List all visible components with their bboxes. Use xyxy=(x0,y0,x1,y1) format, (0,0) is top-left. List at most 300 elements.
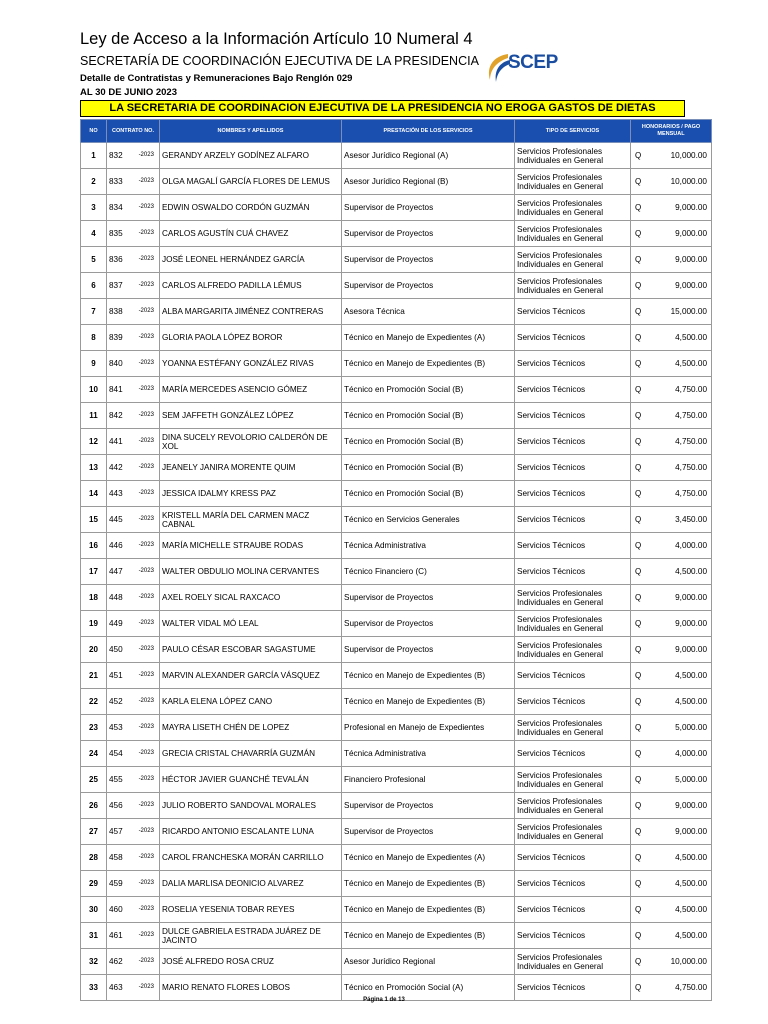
cell-year: -2023 xyxy=(134,403,160,429)
cell-tipo: Servicios Profesionales Individuales en General xyxy=(515,221,631,247)
cell-year: -2023 xyxy=(134,429,160,455)
cell-monto: 4,750.00 xyxy=(653,481,712,507)
cell-contrato: 841 xyxy=(107,377,134,403)
cell-nombre: HÉCTOR JAVIER GUANCHÉ TEVALÁN xyxy=(160,767,342,793)
cell-monto: 4,500.00 xyxy=(653,325,712,351)
contractors-table xyxy=(80,119,712,1001)
table-row xyxy=(81,169,712,195)
table-row xyxy=(81,741,712,767)
cell-no: 7 xyxy=(81,299,107,325)
cell-prestacion: Técnica Administrativa xyxy=(342,741,515,767)
cell-monto: 9,000.00 xyxy=(653,819,712,845)
cell-nombre: MARIO RENATO FLORES LOBOS xyxy=(160,975,342,1001)
cell-no: 8 xyxy=(81,325,107,351)
cell-nombre: EDWIN OSWALDO CORDÓN GUZMÁN xyxy=(160,195,342,221)
cell-nombre: GRECIA CRISTAL CHAVARRÍA GUZMÁN xyxy=(160,741,342,767)
cell-tipo: Servicios Técnicos xyxy=(515,299,631,325)
cell-contrato: 448 xyxy=(107,585,134,611)
cell-nombre: ROSELIA YESENIA TOBAR REYES xyxy=(160,897,342,923)
cell-q: Q xyxy=(631,663,653,689)
cell-nombre: GERANDY ARZELY GODÍNEZ ALFARO xyxy=(160,143,342,169)
cell-contrato: 443 xyxy=(107,481,134,507)
cell-monto: 3,450.00 xyxy=(653,507,712,533)
table-row xyxy=(81,273,712,299)
cell-year: -2023 xyxy=(134,871,160,897)
cell-q: Q xyxy=(631,325,653,351)
cell-nombre: ALBA MARGARITA JIMÉNEZ CONTRERAS xyxy=(160,299,342,325)
cell-tipo: Servicios Técnicos xyxy=(515,897,631,923)
cell-no: 27 xyxy=(81,819,107,845)
cell-prestacion: Técnico Financiero (C) xyxy=(342,559,515,585)
cell-monto: 9,000.00 xyxy=(653,793,712,819)
table-row xyxy=(81,715,712,741)
cell-monto: 5,000.00 xyxy=(653,715,712,741)
cell-q: Q xyxy=(631,247,653,273)
cell-tipo: Servicios Técnicos xyxy=(515,507,631,533)
cell-no: 20 xyxy=(81,637,107,663)
cell-prestacion: Técnico en Promoción Social (B) xyxy=(342,377,515,403)
cell-q: Q xyxy=(631,689,653,715)
cell-q: Q xyxy=(631,351,653,377)
cell-q: Q xyxy=(631,429,653,455)
cell-year: -2023 xyxy=(134,195,160,221)
cell-nombre: JESSICA IDALMY KRESS PAZ xyxy=(160,481,342,507)
cell-monto: 4,000.00 xyxy=(653,741,712,767)
cell-year: -2023 xyxy=(134,637,160,663)
cell-year: -2023 xyxy=(134,897,160,923)
cell-nombre: KRISTELL MARÍA DEL CARMEN MACZ CABNAL xyxy=(160,507,342,533)
cell-no: 16 xyxy=(81,533,107,559)
cell-tipo: Servicios Profesionales Individuales en General xyxy=(515,273,631,299)
cell-contrato: 459 xyxy=(107,871,134,897)
cell-no: 15 xyxy=(81,507,107,533)
cell-year: -2023 xyxy=(134,299,160,325)
cell-year: -2023 xyxy=(134,559,160,585)
cell-nombre: MARÍA MERCEDES ASENCIO GÓMEZ xyxy=(160,377,342,403)
cell-monto: 4,750.00 xyxy=(653,403,712,429)
cell-year: -2023 xyxy=(134,221,160,247)
cell-year: -2023 xyxy=(134,455,160,481)
cell-monto: 4,750.00 xyxy=(653,975,712,1001)
cell-tipo: Servicios Técnicos xyxy=(515,429,631,455)
cell-no: 1 xyxy=(81,143,107,169)
cell-no: 2 xyxy=(81,169,107,195)
cell-no: 30 xyxy=(81,897,107,923)
cell-monto: 4,750.00 xyxy=(653,429,712,455)
col-header-nombre: NOMBRES Y APELLIDOS xyxy=(160,120,342,143)
cell-q: Q xyxy=(631,455,653,481)
table-row xyxy=(81,429,712,455)
cell-prestacion: Técnico en Manejo de Expedientes (B) xyxy=(342,689,515,715)
cell-q: Q xyxy=(631,143,653,169)
cell-q: Q xyxy=(631,923,653,949)
cell-nombre: DULCE GABRIELA ESTRADA JUÁREZ DE JACINTO xyxy=(160,923,342,949)
cell-contrato: 441 xyxy=(107,429,134,455)
cell-tipo: Servicios Técnicos xyxy=(515,481,631,507)
cell-contrato: 446 xyxy=(107,533,134,559)
cell-monto: 10,000.00 xyxy=(653,949,712,975)
table-row xyxy=(81,195,712,221)
cell-tipo: Servicios Técnicos xyxy=(515,845,631,871)
cell-contrato: 834 xyxy=(107,195,134,221)
cell-monto: 9,000.00 xyxy=(653,221,712,247)
cell-contrato: 840 xyxy=(107,351,134,377)
cell-q: Q xyxy=(631,897,653,923)
cell-no: 31 xyxy=(81,923,107,949)
cell-prestacion: Técnico en Manejo de Expedientes (B) xyxy=(342,663,515,689)
cell-q: Q xyxy=(631,533,653,559)
report-date: AL 30 DE JUNIO 2023 xyxy=(80,87,177,98)
cell-no: 17 xyxy=(81,559,107,585)
cell-nombre: GLORIA PAOLA LÓPEZ BOROR xyxy=(160,325,342,351)
cell-q: Q xyxy=(631,299,653,325)
cell-no: 32 xyxy=(81,949,107,975)
page-number: Página 1 de 13 xyxy=(363,997,405,1003)
cell-q: Q xyxy=(631,871,653,897)
cell-q: Q xyxy=(631,611,653,637)
cell-contrato: 838 xyxy=(107,299,134,325)
cell-tipo: Servicios Profesionales Individuales en General xyxy=(515,585,631,611)
cell-prestacion: Supervisor de Proyectos xyxy=(342,247,515,273)
cell-year: -2023 xyxy=(134,741,160,767)
cell-tipo: Servicios Técnicos xyxy=(515,663,631,689)
cell-no: 23 xyxy=(81,715,107,741)
cell-contrato: 455 xyxy=(107,767,134,793)
cell-nombre: MAYRA LISETH CHÉN DE LOPEZ xyxy=(160,715,342,741)
cell-no: 18 xyxy=(81,585,107,611)
cell-prestacion: Supervisor de Proyectos xyxy=(342,637,515,663)
cell-no: 21 xyxy=(81,663,107,689)
cell-contrato: 833 xyxy=(107,169,134,195)
cell-contrato: 460 xyxy=(107,897,134,923)
table-row xyxy=(81,767,712,793)
cell-q: Q xyxy=(631,195,653,221)
table-row xyxy=(81,247,712,273)
cell-monto: 4,500.00 xyxy=(653,845,712,871)
cell-tipo: Servicios Técnicos xyxy=(515,403,631,429)
cell-nombre: DALIA MARLISA DEONICIO ALVAREZ xyxy=(160,871,342,897)
cell-q: Q xyxy=(631,169,653,195)
table-row xyxy=(81,585,712,611)
cell-monto: 5,000.00 xyxy=(653,767,712,793)
cell-no: 4 xyxy=(81,221,107,247)
cell-no: 5 xyxy=(81,247,107,273)
cell-monto: 9,000.00 xyxy=(653,637,712,663)
table-row xyxy=(81,351,712,377)
cell-q: Q xyxy=(631,585,653,611)
cell-q: Q xyxy=(631,741,653,767)
cell-tipo: Servicios Técnicos xyxy=(515,871,631,897)
cell-no: 28 xyxy=(81,845,107,871)
cell-prestacion: Asesor Jurídico Regional xyxy=(342,949,515,975)
cell-contrato: 453 xyxy=(107,715,134,741)
table-row xyxy=(81,325,712,351)
cell-tipo: Servicios Profesionales Individuales en General xyxy=(515,169,631,195)
cell-year: -2023 xyxy=(134,351,160,377)
cell-monto: 4,500.00 xyxy=(653,663,712,689)
scep-logo xyxy=(484,50,564,86)
cell-year: -2023 xyxy=(134,767,160,793)
cell-nombre: PAULO CÉSAR ESCOBAR SAGASTUME xyxy=(160,637,342,663)
table-row xyxy=(81,663,712,689)
cell-no: 26 xyxy=(81,793,107,819)
cell-q: Q xyxy=(631,637,653,663)
cell-nombre: WALTER VIDAL MÓ LEAL xyxy=(160,611,342,637)
cell-prestacion: Asesor Jurídico Regional (B) xyxy=(342,169,515,195)
cell-tipo: Servicios Profesionales Individuales en General xyxy=(515,767,631,793)
cell-tipo: Servicios Profesionales Individuales en General xyxy=(515,637,631,663)
col-header-contrato: CONTRATO NO. xyxy=(107,120,160,143)
cell-tipo: Servicios Profesionales Individuales en General xyxy=(515,611,631,637)
cell-tipo: Servicios Técnicos xyxy=(515,923,631,949)
col-header-honorarios: HONORARIOS / PAGO MENSUAL xyxy=(631,120,712,143)
cell-year: -2023 xyxy=(134,481,160,507)
cell-year: -2023 xyxy=(134,689,160,715)
cell-tipo: Servicios Profesionales Individuales en General xyxy=(515,715,631,741)
cell-tipo: Servicios Técnicos xyxy=(515,325,631,351)
cell-no: 29 xyxy=(81,871,107,897)
cell-q: Q xyxy=(631,273,653,299)
cell-tipo: Servicios Técnicos xyxy=(515,351,631,377)
cell-nombre: OLGA MAGALÍ GARCÍA FLORES DE LEMUS xyxy=(160,169,342,195)
cell-year: -2023 xyxy=(134,169,160,195)
cell-prestacion: Supervisor de Proyectos xyxy=(342,273,515,299)
cell-tipo: Servicios Profesionales Individuales en General xyxy=(515,793,631,819)
cell-contrato: 454 xyxy=(107,741,134,767)
cell-monto: 4,500.00 xyxy=(653,689,712,715)
cell-nombre: YOANNA ESTÉFANY GONZÁLEZ RIVAS xyxy=(160,351,342,377)
cell-tipo: Servicios Técnicos xyxy=(515,975,631,1001)
cell-no: 14 xyxy=(81,481,107,507)
cell-contrato: 458 xyxy=(107,845,134,871)
cell-prestacion: Supervisor de Proyectos xyxy=(342,585,515,611)
cell-contrato: 832 xyxy=(107,143,134,169)
cell-nombre: JEANELY JANIRA MORENTE QUIM xyxy=(160,455,342,481)
cell-no: 25 xyxy=(81,767,107,793)
table-row xyxy=(81,559,712,585)
cell-year: -2023 xyxy=(134,247,160,273)
cell-nombre: RICARDO ANTONIO ESCALANTE LUNA xyxy=(160,819,342,845)
cell-monto: 4,750.00 xyxy=(653,455,712,481)
cell-monto: 4,750.00 xyxy=(653,377,712,403)
cell-q: Q xyxy=(631,481,653,507)
cell-contrato: 463 xyxy=(107,975,134,1001)
cell-q: Q xyxy=(631,377,653,403)
cell-year: -2023 xyxy=(134,975,160,1001)
cell-nombre: KARLA ELENA LÓPEZ CANO xyxy=(160,689,342,715)
cell-contrato: 457 xyxy=(107,819,134,845)
table-row xyxy=(81,143,712,169)
cell-year: -2023 xyxy=(134,377,160,403)
cell-year: -2023 xyxy=(134,585,160,611)
cell-q: Q xyxy=(631,767,653,793)
cell-q: Q xyxy=(631,559,653,585)
cell-tipo: Servicios Técnicos xyxy=(515,455,631,481)
cell-prestacion: Técnico en Promoción Social (B) xyxy=(342,403,515,429)
cell-prestacion: Técnico en Promoción Social (B) xyxy=(342,429,515,455)
cell-contrato: 449 xyxy=(107,611,134,637)
table-row xyxy=(81,455,712,481)
cell-q: Q xyxy=(631,507,653,533)
cell-nombre: AXEL ROELY SICAL RAXCACO xyxy=(160,585,342,611)
table-row xyxy=(81,403,712,429)
table-row xyxy=(81,481,712,507)
cell-prestacion: Técnico en Promoción Social (A) xyxy=(342,975,515,1001)
cell-contrato: 445 xyxy=(107,507,134,533)
cell-contrato: 456 xyxy=(107,793,134,819)
cell-prestacion: Técnico en Manejo de Expedientes (B) xyxy=(342,923,515,949)
table-row xyxy=(81,221,712,247)
document-title: Ley de Acceso a la Información Artículo 10 Numeral 4 xyxy=(80,30,473,48)
cell-no: 33 xyxy=(81,975,107,1001)
table-row xyxy=(81,897,712,923)
cell-prestacion: Técnico en Promoción Social (B) xyxy=(342,455,515,481)
cell-tipo: Servicios Profesionales Individuales en General xyxy=(515,949,631,975)
cell-no: 3 xyxy=(81,195,107,221)
cell-year: -2023 xyxy=(134,507,160,533)
cell-contrato: 450 xyxy=(107,637,134,663)
cell-q: Q xyxy=(631,819,653,845)
cell-tipo: Servicios Profesionales Individuales en General xyxy=(515,195,631,221)
cell-contrato: 842 xyxy=(107,403,134,429)
cell-year: -2023 xyxy=(134,143,160,169)
table-row xyxy=(81,923,712,949)
cell-monto: 9,000.00 xyxy=(653,195,712,221)
cell-tipo: Servicios Profesionales Individuales en General xyxy=(515,247,631,273)
cell-monto: 4,500.00 xyxy=(653,351,712,377)
cell-nombre: JOSÉ ALFREDO ROSA CRUZ xyxy=(160,949,342,975)
cell-monto: 10,000.00 xyxy=(653,143,712,169)
table-row xyxy=(81,611,712,637)
cell-no: 10 xyxy=(81,377,107,403)
cell-nombre: CARLOS AGUSTÍN CUÁ CHAVEZ xyxy=(160,221,342,247)
cell-tipo: Servicios Técnicos xyxy=(515,533,631,559)
table-row xyxy=(81,793,712,819)
cell-tipo: Servicios Técnicos xyxy=(515,559,631,585)
cell-year: -2023 xyxy=(134,923,160,949)
cell-monto: 4,500.00 xyxy=(653,923,712,949)
table-row xyxy=(81,299,712,325)
cell-nombre: SEM JAFFETH GONZÁLEZ LÓPEZ xyxy=(160,403,342,429)
organization-name: SECRETARÍA DE COORDINACIÓN EJECUTIVA DE LA PRESIDENCIA xyxy=(80,54,479,68)
cell-prestacion: Financiero Profesional xyxy=(342,767,515,793)
cell-q: Q xyxy=(631,975,653,1001)
cell-prestacion: Supervisor de Proyectos xyxy=(342,819,515,845)
cell-no: 6 xyxy=(81,273,107,299)
cell-monto: 9,000.00 xyxy=(653,611,712,637)
cell-no: 19 xyxy=(81,611,107,637)
cell-q: Q xyxy=(631,793,653,819)
table-body xyxy=(81,143,712,1001)
cell-contrato: 462 xyxy=(107,949,134,975)
table-row xyxy=(81,377,712,403)
cell-monto: 15,000.00 xyxy=(653,299,712,325)
cell-contrato: 837 xyxy=(107,273,134,299)
cell-year: -2023 xyxy=(134,663,160,689)
cell-contrato: 452 xyxy=(107,689,134,715)
dietas-banner: LA SECRETARIA DE COORDINACION EJECUTIVA DE LA PRESIDENCIA NO EROGA GASTOS DE DIETAS xyxy=(80,100,685,117)
cell-prestacion: Técnico en Promoción Social (B) xyxy=(342,481,515,507)
cell-prestacion: Profesional en Manejo de Expedientes xyxy=(342,715,515,741)
cell-nombre: WALTER OBDULIO MOLINA CERVANTES xyxy=(160,559,342,585)
cell-contrato: 461 xyxy=(107,923,134,949)
cell-nombre: CARLOS ALFREDO PADILLA LÉMUS xyxy=(160,273,342,299)
cell-prestacion: Técnico en Manejo de Expedientes (B) xyxy=(342,871,515,897)
cell-prestacion: Técnico en Manejo de Expedientes (B) xyxy=(342,897,515,923)
cell-monto: 9,000.00 xyxy=(653,273,712,299)
table-row xyxy=(81,533,712,559)
cell-q: Q xyxy=(631,845,653,871)
col-header-no: NO xyxy=(81,120,107,143)
document-subtitle: Detalle de Contratistas y Remuneraciones Bajo Renglón 029 xyxy=(80,73,353,84)
cell-nombre: DINA SUCELY REVOLORIO CALDERÓN DE XOL xyxy=(160,429,342,455)
table-header-row xyxy=(81,120,712,143)
cell-year: -2023 xyxy=(134,273,160,299)
cell-tipo: Servicios Técnicos xyxy=(515,377,631,403)
cell-monto: 4,000.00 xyxy=(653,533,712,559)
cell-year: -2023 xyxy=(134,949,160,975)
cell-contrato: 451 xyxy=(107,663,134,689)
col-header-tipo: TIPO DE SERVICIOS xyxy=(515,120,631,143)
cell-q: Q xyxy=(631,949,653,975)
table-row xyxy=(81,689,712,715)
col-header-prestacion: PRESTACIÓN DE LOS SERVICIOS xyxy=(342,120,515,143)
cell-prestacion: Supervisor de Proyectos xyxy=(342,195,515,221)
cell-nombre: JOSÉ LEONEL HERNÁNDEZ GARCÍA xyxy=(160,247,342,273)
cell-tipo: Servicios Profesionales Individuales en General xyxy=(515,143,631,169)
cell-nombre: CAROL FRANCHESKA MORÁN CARRILLO xyxy=(160,845,342,871)
table-row xyxy=(81,871,712,897)
cell-nombre: MARVIN ALEXANDER GARCÍA VÁSQUEZ xyxy=(160,663,342,689)
cell-prestacion: Técnico en Servicios Generales xyxy=(342,507,515,533)
cell-no: 12 xyxy=(81,429,107,455)
cell-q: Q xyxy=(631,715,653,741)
table-row xyxy=(81,819,712,845)
cell-monto: 10,000.00 xyxy=(653,169,712,195)
cell-monto: 9,000.00 xyxy=(653,247,712,273)
cell-no: 9 xyxy=(81,351,107,377)
cell-no: 11 xyxy=(81,403,107,429)
cell-year: -2023 xyxy=(134,325,160,351)
table-row xyxy=(81,637,712,663)
table-row xyxy=(81,949,712,975)
cell-prestacion: Técnico en Manejo de Expedientes (A) xyxy=(342,325,515,351)
scep-logo-text: SCEP xyxy=(508,52,558,73)
cell-year: -2023 xyxy=(134,611,160,637)
cell-year: -2023 xyxy=(134,533,160,559)
cell-year: -2023 xyxy=(134,845,160,871)
cell-contrato: 836 xyxy=(107,247,134,273)
cell-q: Q xyxy=(631,221,653,247)
cell-prestacion: Supervisor de Proyectos xyxy=(342,221,515,247)
cell-no: 22 xyxy=(81,689,107,715)
cell-prestacion: Asesora Técnica xyxy=(342,299,515,325)
cell-monto: 4,500.00 xyxy=(653,559,712,585)
cell-tipo: Servicios Profesionales Individuales en General xyxy=(515,819,631,845)
cell-prestacion: Técnico en Manejo de Expedientes (B) xyxy=(342,351,515,377)
cell-q: Q xyxy=(631,403,653,429)
cell-year: -2023 xyxy=(134,819,160,845)
cell-monto: 4,500.00 xyxy=(653,897,712,923)
cell-prestacion: Técnico en Manejo de Expedientes (A) xyxy=(342,845,515,871)
cell-monto: 9,000.00 xyxy=(653,585,712,611)
cell-year: -2023 xyxy=(134,715,160,741)
cell-contrato: 835 xyxy=(107,221,134,247)
cell-tipo: Servicios Técnicos xyxy=(515,689,631,715)
cell-nombre: JULIO ROBERTO SANDOVAL MORALES xyxy=(160,793,342,819)
cell-nombre: MARÍA MICHELLE STRAUBE RODAS xyxy=(160,533,342,559)
cell-prestacion: Supervisor de Proyectos xyxy=(342,611,515,637)
